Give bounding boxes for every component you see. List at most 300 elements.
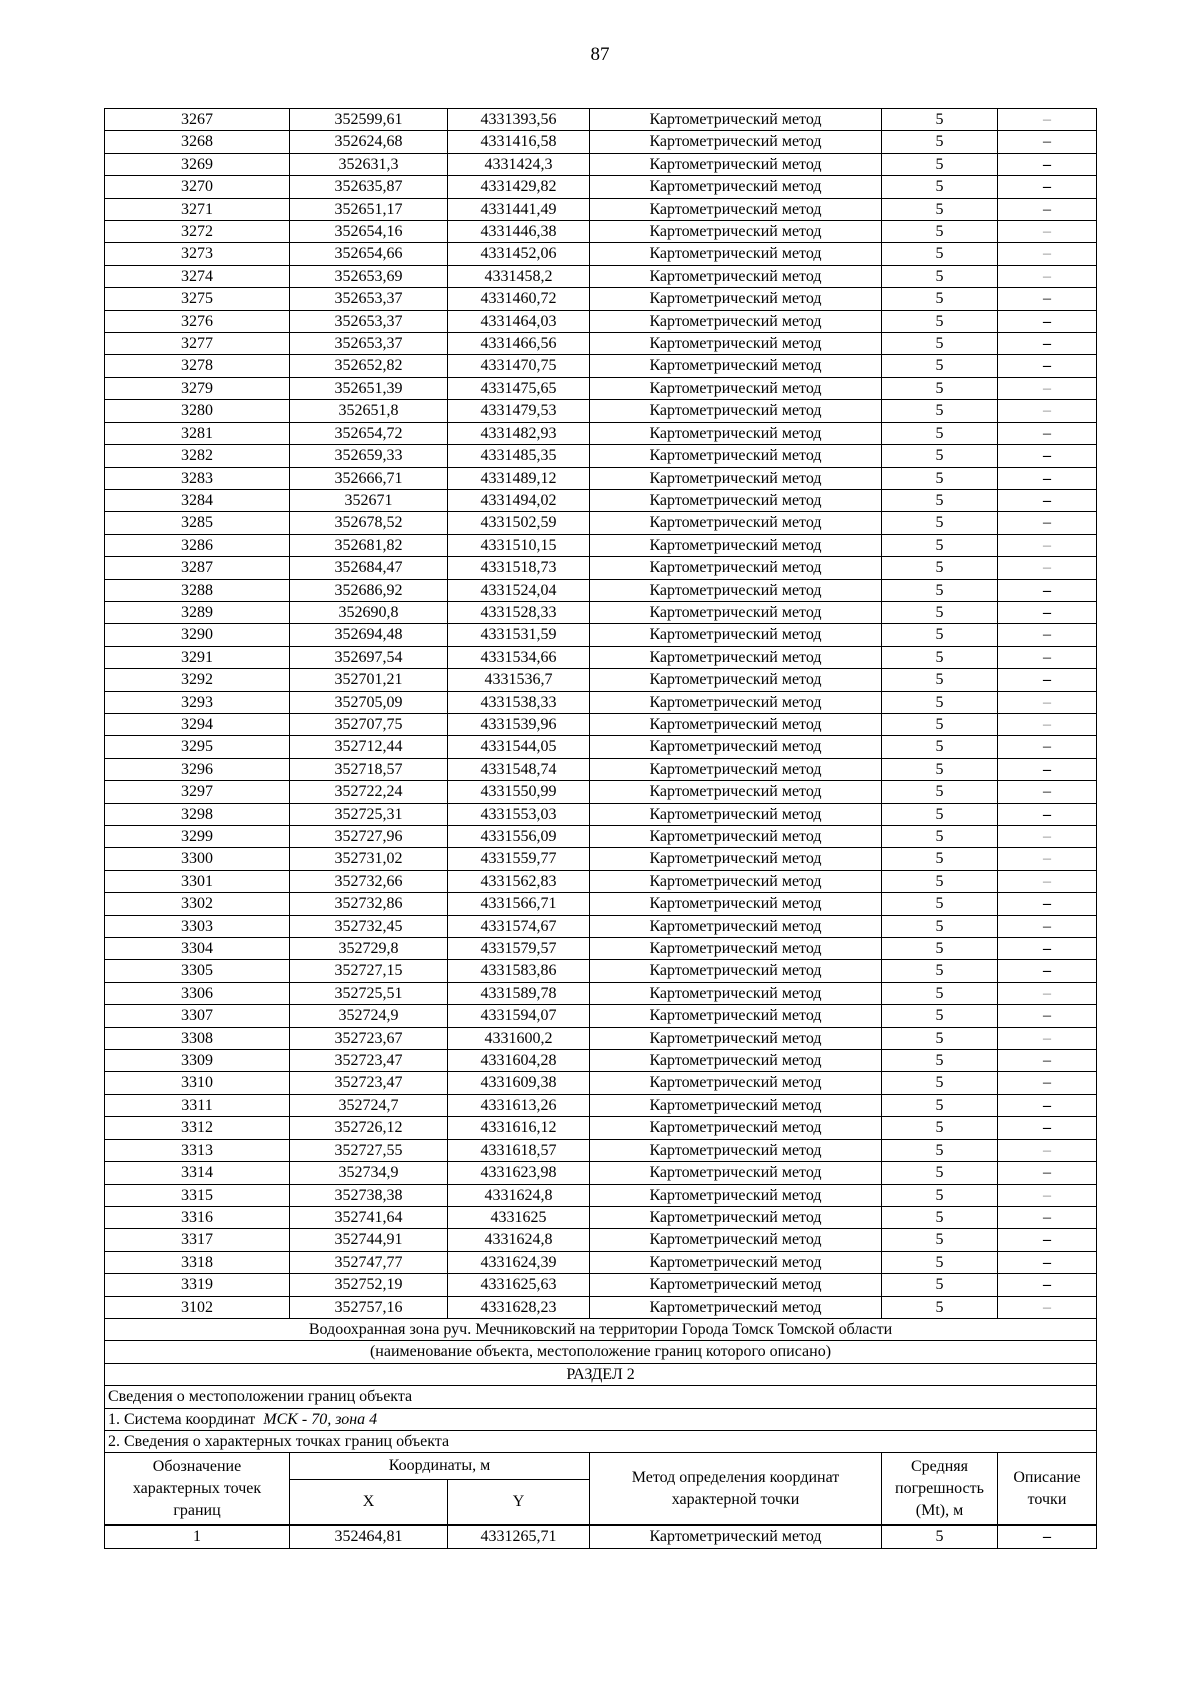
- method: Картометрический метод: [590, 848, 882, 870]
- point-description: –: [998, 445, 1097, 467]
- table-row: [105, 1274, 1097, 1296]
- error-value: 5: [882, 758, 998, 780]
- point-number: 3279: [105, 377, 290, 399]
- method: Картометрический метод: [590, 1274, 882, 1296]
- method: Картометрический метод: [590, 1162, 882, 1184]
- point-number: 3316: [105, 1206, 290, 1228]
- error-value: 5: [882, 1162, 998, 1184]
- method: Картометрический метод: [590, 1206, 882, 1228]
- coord-x: 352635,87: [290, 176, 448, 198]
- table-row: [105, 1117, 1097, 1139]
- method: Картометрический метод: [590, 176, 882, 198]
- point-number: 3319: [105, 1274, 290, 1296]
- header-error-label: Средняя погрешность (Mt), м: [882, 1453, 998, 1526]
- coord-x: 352725,31: [290, 803, 448, 825]
- point-description: –: [998, 1525, 1097, 1548]
- coord-x: 352724,9: [290, 1005, 448, 1027]
- coord-x: 352697,54: [290, 646, 448, 668]
- coord-y: 4331579,57: [448, 938, 590, 960]
- coord-y: 4331482,93: [448, 422, 590, 444]
- coordinate-system-line: [105, 1408, 1097, 1430]
- coord-x: 352705,09: [290, 691, 448, 713]
- point-number: 3298: [105, 803, 290, 825]
- method: Картометрический метод: [590, 1027, 882, 1049]
- coord-x: 352681,82: [290, 534, 448, 556]
- error-value: 5: [882, 422, 998, 444]
- point-description: –: [998, 1117, 1097, 1139]
- point-number: 3291: [105, 646, 290, 668]
- point-description: –: [998, 1005, 1097, 1027]
- table-row: [105, 400, 1097, 422]
- coordinates-rows: [105, 109, 1097, 1319]
- error-value: 5: [882, 400, 998, 422]
- method: Картометрический метод: [590, 422, 882, 444]
- coord-y: 4331628,23: [448, 1296, 590, 1318]
- table-row: [105, 221, 1097, 243]
- method: Картометрический метод: [590, 288, 882, 310]
- table-row: [105, 579, 1097, 601]
- point-number: 3303: [105, 915, 290, 937]
- coord-y: 4331534,66: [448, 646, 590, 668]
- coord-y: 4331429,82: [448, 176, 590, 198]
- error-value: 5: [882, 938, 998, 960]
- error-value: 5: [882, 601, 998, 623]
- table-row: [105, 915, 1097, 937]
- point-description: –: [998, 1229, 1097, 1251]
- point-number: 3310: [105, 1072, 290, 1094]
- error-value: 5: [882, 870, 998, 892]
- coord-x: 352678,52: [290, 512, 448, 534]
- method: Картометрический метод: [590, 624, 882, 646]
- coord-y: 4331518,73: [448, 557, 590, 579]
- coord-x: 352741,64: [290, 1206, 448, 1228]
- point-number: 3306: [105, 982, 290, 1004]
- point-number: 3287: [105, 557, 290, 579]
- point-description: –: [998, 938, 1097, 960]
- coord-x: 352654,66: [290, 243, 448, 265]
- point-number: 3269: [105, 153, 290, 175]
- method: Картометрический метод: [590, 781, 882, 803]
- point-description: –: [998, 221, 1097, 243]
- coord-y: 4331624,39: [448, 1251, 590, 1273]
- coord-y: 4331479,53: [448, 400, 590, 422]
- point-description: –: [998, 310, 1097, 332]
- coord-x: 352729,8: [290, 938, 448, 960]
- point-description: –: [998, 1274, 1097, 1296]
- error-value: 5: [882, 915, 998, 937]
- coord-x: 352718,57: [290, 758, 448, 780]
- point-number: 3317: [105, 1229, 290, 1251]
- point-description: –: [998, 377, 1097, 399]
- point-number: 3305: [105, 960, 290, 982]
- error-value: 5: [882, 131, 998, 153]
- coord-y: 4331604,28: [448, 1050, 590, 1072]
- table-row: [105, 1296, 1097, 1318]
- point-number: 3275: [105, 288, 290, 310]
- method: Картометрический метод: [590, 736, 882, 758]
- point-description: –: [998, 557, 1097, 579]
- coord-y: 4331618,57: [448, 1139, 590, 1161]
- table-row: [105, 1050, 1097, 1072]
- table-row: [105, 131, 1097, 153]
- coord-y: 4331559,77: [448, 848, 590, 870]
- point-number: 3307: [105, 1005, 290, 1027]
- error-value: 5: [882, 1274, 998, 1296]
- table-row: [105, 803, 1097, 825]
- point-description: –: [998, 1184, 1097, 1206]
- error-value: 5: [882, 624, 998, 646]
- method: Картометрический метод: [590, 579, 882, 601]
- point-description: –: [998, 489, 1097, 511]
- points-section-title: 2. Сведения о характерных точках границ объекта: [105, 1430, 1097, 1452]
- error-value: 5: [882, 310, 998, 332]
- error-value: 5: [882, 467, 998, 489]
- point-description: –: [998, 826, 1097, 848]
- table-row: [105, 310, 1097, 332]
- point-description: –: [998, 265, 1097, 287]
- coord-y: 4331625,63: [448, 1274, 590, 1296]
- point-number: 3308: [105, 1027, 290, 1049]
- table-row: [105, 736, 1097, 758]
- coord-y: 4331574,67: [448, 915, 590, 937]
- table-row: [105, 960, 1097, 982]
- coord-y: 4331616,12: [448, 1117, 590, 1139]
- table-row: [105, 1162, 1097, 1184]
- error-value: 5: [882, 265, 998, 287]
- error-value: 5: [882, 1005, 998, 1027]
- object-name: Водоохранная зона руч. Мечниковский на территории Города Томск Томской области: [105, 1318, 1097, 1340]
- point-description: –: [998, 982, 1097, 1004]
- coord-x: 352690,8: [290, 601, 448, 623]
- point-description: –: [998, 153, 1097, 175]
- coord-x: 352734,9: [290, 1162, 448, 1184]
- coord-y: 4331489,12: [448, 467, 590, 489]
- point-number: 3295: [105, 736, 290, 758]
- table-row: [105, 198, 1097, 220]
- error-value: 5: [882, 960, 998, 982]
- coord-y: 4331424,3: [448, 153, 590, 175]
- point-number: 3300: [105, 848, 290, 870]
- method: Картометрический метод: [590, 557, 882, 579]
- point-number: 3296: [105, 758, 290, 780]
- point-number: 3301: [105, 870, 290, 892]
- table-row: [105, 176, 1097, 198]
- coord-x: 352727,96: [290, 826, 448, 848]
- method: Картометрический метод: [590, 1229, 882, 1251]
- error-value: 5: [882, 1027, 998, 1049]
- coord-x: 352722,24: [290, 781, 448, 803]
- coord-y: 4331494,02: [448, 489, 590, 511]
- point-description: –: [998, 691, 1097, 713]
- point-description: –: [998, 1206, 1097, 1228]
- table-row: [105, 601, 1097, 623]
- method: Картометрический метод: [590, 512, 882, 534]
- method: Картометрический метод: [590, 1139, 882, 1161]
- method: Картометрический метод: [590, 713, 882, 735]
- point-description: –: [998, 355, 1097, 377]
- coord-y: 4331416,58: [448, 131, 590, 153]
- coord-x: 352654,16: [290, 221, 448, 243]
- coord-y: 4331531,59: [448, 624, 590, 646]
- point-number: 3293: [105, 691, 290, 713]
- point-description: –: [998, 1139, 1097, 1161]
- error-value: 5: [882, 489, 998, 511]
- coord-x: 352684,47: [290, 557, 448, 579]
- point-description: –: [998, 848, 1097, 870]
- error-value: 5: [882, 669, 998, 691]
- point-number: 3278: [105, 355, 290, 377]
- error-value: 5: [882, 355, 998, 377]
- method: Картометрический метод: [590, 221, 882, 243]
- error-value: 5: [882, 713, 998, 735]
- table-row: [105, 422, 1097, 444]
- point-number: 3285: [105, 512, 290, 534]
- coord-y: 4331613,26: [448, 1094, 590, 1116]
- error-value: 5: [882, 803, 998, 825]
- point-number: 3102: [105, 1296, 290, 1318]
- point-description: –: [998, 1094, 1097, 1116]
- point-description: –: [998, 624, 1097, 646]
- coord-y: 4331466,56: [448, 333, 590, 355]
- coord-y: 4331624,8: [448, 1184, 590, 1206]
- point-description: –: [998, 1251, 1097, 1273]
- coord-x: 352666,71: [290, 467, 448, 489]
- coord-y: 4331562,83: [448, 870, 590, 892]
- point-number: 3299: [105, 826, 290, 848]
- method: Картометрический метод: [590, 109, 882, 131]
- point-number: 3313: [105, 1139, 290, 1161]
- coord-x: 352651,8: [290, 400, 448, 422]
- coord-y: 4331393,56: [448, 109, 590, 131]
- error-value: 5: [882, 893, 998, 915]
- error-value: 5: [882, 736, 998, 758]
- point-number: 3268: [105, 131, 290, 153]
- point-number: 3312: [105, 1117, 290, 1139]
- table-row: [105, 467, 1097, 489]
- coord-x: 352653,37: [290, 333, 448, 355]
- coord-y: 4331446,38: [448, 221, 590, 243]
- coord-x: 352712,44: [290, 736, 448, 758]
- coord-x: 352727,55: [290, 1139, 448, 1161]
- point-description: –: [998, 1162, 1097, 1184]
- coord-y: 4331539,96: [448, 713, 590, 735]
- table-row: [105, 893, 1097, 915]
- point-description: –: [998, 198, 1097, 220]
- header-desc-label: Описание точки: [998, 1453, 1097, 1526]
- coord-x: 352631,3: [290, 153, 448, 175]
- error-value: 5: [882, 512, 998, 534]
- point-number: 3272: [105, 221, 290, 243]
- method: Картометрический метод: [590, 1072, 882, 1094]
- point-description: –: [998, 512, 1097, 534]
- point-number: 3273: [105, 243, 290, 265]
- point-number: 3318: [105, 1251, 290, 1273]
- coordinate-system-value: МСК - 70, зона 4: [263, 1410, 378, 1428]
- point-number: 3283: [105, 467, 290, 489]
- table-row: [105, 1027, 1097, 1049]
- coordinates-table: [104, 108, 1097, 1549]
- object-caption: (наименование объекта, местоположение границ которого описано): [105, 1341, 1097, 1363]
- header-point-label: Обозначение характерных точек границ: [105, 1453, 290, 1526]
- point-description: –: [998, 1296, 1097, 1318]
- method: Картометрический метод: [590, 1005, 882, 1027]
- method: Картометрический метод: [590, 915, 882, 937]
- table-row: [105, 243, 1097, 265]
- method: Картометрический метод: [590, 333, 882, 355]
- error-value: 5: [882, 691, 998, 713]
- coord-y: 4331623,98: [448, 1162, 590, 1184]
- table-row: [105, 1005, 1097, 1027]
- coord-y: 4331544,05: [448, 736, 590, 758]
- table-row: [105, 982, 1097, 1004]
- method: Картометрический метод: [590, 1094, 882, 1116]
- method: Картометрический метод: [590, 1296, 882, 1318]
- point-number: 3288: [105, 579, 290, 601]
- method: Картометрический метод: [590, 803, 882, 825]
- method: Картометрический метод: [590, 467, 882, 489]
- error-value: 5: [882, 1296, 998, 1318]
- coord-y: 4331458,2: [448, 265, 590, 287]
- table-row: [105, 153, 1097, 175]
- table-row: [105, 1072, 1097, 1094]
- point-number: 3315: [105, 1184, 290, 1206]
- coord-y: 4331470,75: [448, 355, 590, 377]
- point-description: –: [998, 803, 1097, 825]
- table-row: [105, 624, 1097, 646]
- method: Картометрический метод: [590, 601, 882, 623]
- point-number: 3274: [105, 265, 290, 287]
- point-number: 3284: [105, 489, 290, 511]
- point-description: –: [998, 422, 1097, 444]
- point-number: 3270: [105, 176, 290, 198]
- header-y-label: Y: [448, 1480, 590, 1526]
- coord-x: 352726,12: [290, 1117, 448, 1139]
- boundary-info-title: Сведения о местоположении границ объекта: [105, 1386, 1097, 1408]
- error-value: 5: [882, 198, 998, 220]
- coord-y: 4331600,2: [448, 1027, 590, 1049]
- error-value: 5: [882, 826, 998, 848]
- coord-y: 4331485,35: [448, 445, 590, 467]
- coord-x: 352651,39: [290, 377, 448, 399]
- error-value: 5: [882, 1229, 998, 1251]
- point-description: –: [998, 579, 1097, 601]
- point-number: 3311: [105, 1094, 290, 1116]
- table-row: [105, 870, 1097, 892]
- coord-y: 4331566,71: [448, 893, 590, 915]
- table-row: [105, 1184, 1097, 1206]
- coord-x: 352732,86: [290, 893, 448, 915]
- coord-y: 4331624,8: [448, 1229, 590, 1251]
- coord-y: 4331502,59: [448, 512, 590, 534]
- method: Картометрический метод: [590, 1117, 882, 1139]
- coord-x: 352752,19: [290, 1274, 448, 1296]
- error-value: 5: [882, 1139, 998, 1161]
- coord-y: 4331594,07: [448, 1005, 590, 1027]
- method: Картометрический метод: [590, 1251, 882, 1273]
- coord-y: 4331556,09: [448, 826, 590, 848]
- point-description: –: [998, 758, 1097, 780]
- method: Картометрический метод: [590, 1525, 882, 1548]
- coord-x: 352727,15: [290, 960, 448, 982]
- point-description: –: [998, 781, 1097, 803]
- coord-y: 4331553,03: [448, 803, 590, 825]
- error-value: 5: [882, 982, 998, 1004]
- coord-y: 4331550,99: [448, 781, 590, 803]
- coord-x: 352744,91: [290, 1229, 448, 1251]
- point-description: –: [998, 109, 1097, 131]
- point-description: –: [998, 176, 1097, 198]
- table-row: [105, 109, 1097, 131]
- coord-y: 4331583,86: [448, 960, 590, 982]
- error-value: 5: [882, 1117, 998, 1139]
- coord-y: 4331528,33: [448, 601, 590, 623]
- table-row: [105, 377, 1097, 399]
- coord-y: 4331589,78: [448, 982, 590, 1004]
- table-row: [105, 288, 1097, 310]
- coord-x: 352671: [290, 489, 448, 511]
- coord-y: 4331609,38: [448, 1072, 590, 1094]
- error-value: 5: [882, 176, 998, 198]
- table-row: [105, 938, 1097, 960]
- coord-y: 4331524,04: [448, 579, 590, 601]
- point-number: 3314: [105, 1162, 290, 1184]
- point-number: 3294: [105, 713, 290, 735]
- coord-x: 352732,66: [290, 870, 448, 892]
- point-description: –: [998, 736, 1097, 758]
- coord-y: 4331452,06: [448, 243, 590, 265]
- table-row: [105, 534, 1097, 556]
- point-description: –: [998, 534, 1097, 556]
- error-value: 5: [882, 221, 998, 243]
- error-value: 5: [882, 445, 998, 467]
- method: Картометрический метод: [590, 669, 882, 691]
- coord-x: 352654,72: [290, 422, 448, 444]
- coord-x: 352652,82: [290, 355, 448, 377]
- method: Картометрический метод: [590, 400, 882, 422]
- coord-x: 352653,69: [290, 265, 448, 287]
- coord-x: 352725,51: [290, 982, 448, 1004]
- point-description: –: [998, 467, 1097, 489]
- coord-y: 4331265,71: [448, 1525, 590, 1548]
- point-description: –: [998, 288, 1097, 310]
- method: Картометрический метод: [590, 445, 882, 467]
- error-value: 5: [882, 557, 998, 579]
- error-value: 5: [882, 1094, 998, 1116]
- section-two: [105, 1318, 1097, 1548]
- coord-x: 352724,7: [290, 1094, 448, 1116]
- point-number: 3309: [105, 1050, 290, 1072]
- coord-y: 4331625: [448, 1206, 590, 1228]
- coord-x: 352723,67: [290, 1027, 448, 1049]
- table-row: [105, 826, 1097, 848]
- point-description: –: [998, 960, 1097, 982]
- table-row: [105, 781, 1097, 803]
- point-number: 3286: [105, 534, 290, 556]
- error-value: 5: [882, 377, 998, 399]
- coordinate-system-prefix: 1. Система координат: [108, 1410, 256, 1428]
- error-value: 5: [882, 1206, 998, 1228]
- method: Картометрический метод: [590, 758, 882, 780]
- point-description: –: [998, 131, 1097, 153]
- header-method-label: Метод определения координат характерной точки: [590, 1453, 882, 1526]
- coord-x: 352686,92: [290, 579, 448, 601]
- coord-x: 352747,77: [290, 1251, 448, 1273]
- point-description: –: [998, 893, 1097, 915]
- error-value: 5: [882, 646, 998, 668]
- header-x-label: X: [290, 1480, 448, 1526]
- method: Картометрический метод: [590, 1050, 882, 1072]
- method: Картометрический метод: [590, 355, 882, 377]
